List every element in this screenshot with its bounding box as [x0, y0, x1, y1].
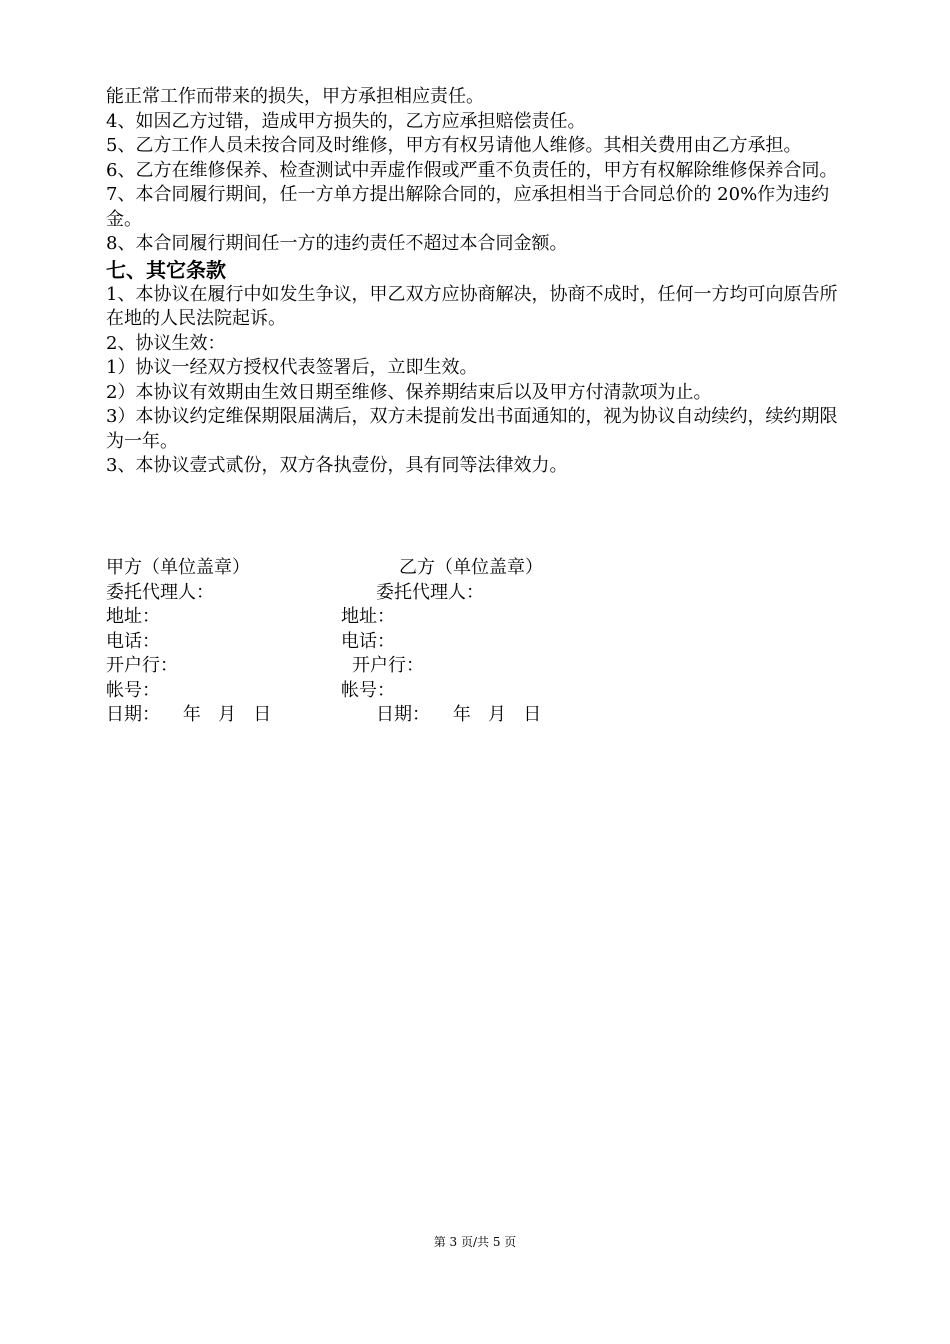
party-b-date: 日期： 年 月 日 [376, 704, 542, 725]
section-heading: 七、其它条款 [106, 257, 226, 282]
party-a-address: 地址： [106, 606, 160, 627]
signature-row-agent [106, 581, 851, 606]
party-b-seal: 乙方（单位盖章） [399, 557, 543, 578]
party-a-bank: 开户行： [106, 655, 178, 676]
paragraph-clause-7: 7、本合同履行期间，任一方单方提出解除合同的，应承担相当于合同总价的 20%作为违约金。 [106, 184, 830, 230]
other-clause-3: 3、本协议壹式贰份，双方各执壹份，具有同等法律效力。 [106, 455, 568, 476]
page-footer: 第 3 页/共 5 页 [433, 1235, 517, 1249]
party-a-agent: 委托代理人： [106, 581, 214, 603]
other-clause-1: 1、本协议在履行中如发生争议，甲乙双方应协商解决，协商不成时，任何一方均可向原告所在地的人民法院起诉。 [106, 283, 838, 329]
signature-row-phone [106, 630, 851, 655]
party-b-account: 帐号： [341, 679, 395, 701]
paragraph-clause-8: 8、本合同履行期间任一方的违约责任不超过本合同金额。 [106, 233, 568, 254]
signature-block [106, 556, 851, 728]
party-b-address: 地址： [341, 606, 395, 627]
paragraph-clause-4: 4、如因乙方过错，造成甲方损失的，乙方应承担赔偿责任。 [106, 110, 586, 132]
signature-row-bank [106, 654, 851, 679]
party-b-bank: 开户行： [352, 655, 424, 676]
party-a-account: 帐号： [106, 679, 160, 701]
other-clause-2-3: 3）本协议约定维保期限届满后，双方未提前发出书面通知的，视为协议自动续约，续约期限为一年。 [106, 406, 838, 452]
party-b-phone: 电话： [341, 630, 395, 652]
paragraph-continuation: 能正常工作而带来的损失，甲方承担相应责任。 [106, 86, 484, 107]
party-a-date: 日期： 年 月 日 [106, 704, 272, 725]
other-clause-2-2: 2）本协议有效期由生效日期至维修、保养期结束后以及甲方付清款项为止。 [106, 381, 712, 403]
other-clause-2: 2、协议生效： [106, 332, 226, 354]
party-b-agent: 委托代理人： [376, 581, 484, 603]
paragraph-clause-6: 6、乙方在维修保养、检查测试中弄虚作假或严重不负责任的，甲方有权解除维修保养合同。 [106, 159, 838, 181]
signature-row-account [106, 679, 851, 704]
signature-row-date [106, 703, 851, 728]
signature-row-seal [106, 556, 851, 581]
paragraph-clause-5: 5、乙方工作人员未按合同及时维修，甲方有权另请他人维修。其相关费用由乙方承担。 [106, 135, 802, 156]
signature-row-address [106, 605, 851, 630]
party-a-phone: 电话： [106, 630, 160, 652]
contract-body [106, 85, 851, 479]
party-a-seal: 甲方（单位盖章） [106, 557, 250, 578]
other-clause-2-1: 1）协议一经双方授权代表签署后，立即生效。 [106, 357, 478, 378]
